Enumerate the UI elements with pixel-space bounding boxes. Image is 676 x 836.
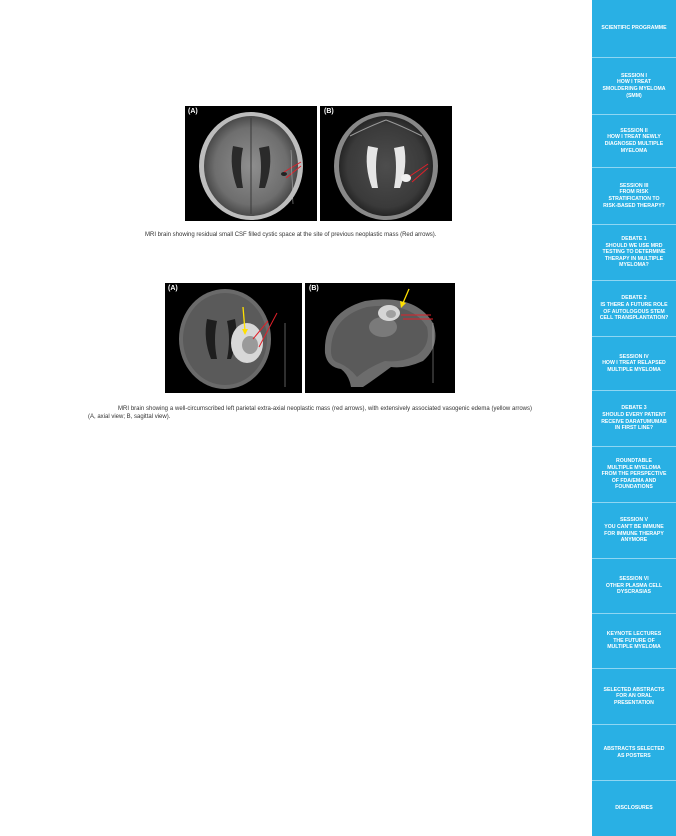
figure2-panel-b-label: (B): [309, 285, 319, 292]
nav-keynote-lectures[interactable]: [592, 614, 676, 668]
nav-label: SESSION VI OTHER PLASMA CELL DYSCRASIAS: [605, 576, 663, 596]
nav-label: ROUNDTABLE MULTIPLE MYELOMA FROM THE PERSPECTIVE OF FDA/EMA AND FOUNDATIONS: [601, 458, 667, 491]
figure1-panel-a: [185, 106, 317, 221]
figure1-panel-b-mri-image: [320, 106, 452, 221]
sidebar-navigation: [592, 0, 676, 836]
nav-session-2[interactable]: [592, 115, 676, 167]
nav-session-3[interactable]: [592, 168, 676, 224]
nav-label: DISCLOSURES: [615, 805, 653, 812]
nav-debate-3[interactable]: [592, 391, 676, 446]
nav-scientific-programme[interactable]: [592, 0, 676, 57]
figure2-panel-a: [165, 283, 302, 393]
figure2-panel-b-mri-image: [305, 283, 455, 393]
nav-roundtable[interactable]: [592, 447, 676, 502]
figure2-panel-a-mri-image: [165, 283, 302, 393]
nav-abstracts-posters[interactable]: [592, 725, 676, 780]
nav-label: DEBATE 1 SHOULD WE USE MRD TESTING TO DETERMINE THERAPY IN MULTIPLE MYELOMA?: [602, 236, 666, 269]
nav-label: SELECTED ABSTRACTS FOR AN ORAL PRESENTATION: [603, 686, 665, 706]
figure1-panel-a-mri-image: [185, 106, 317, 221]
nav-label: DEBATE 3 SHOULD EVERY PATIENT RECEIVE DARATUMUMAB IN FIRST LINE?: [601, 405, 667, 432]
nav-label: SESSION II HOW I TREAT NEWLY DIAGNOSED MULTIPLE MYELOMA: [604, 127, 664, 154]
nav-label: SESSION I HOW I TREAT SMOLDERING MYELOMA (SMM): [602, 72, 666, 99]
figure2-caption: MRI brain showing a well-circumscribed left parietal extra-axial neoplastic mass (red arrows), with extensively associated vasogenic edema (yellow arrows) (A, axial view; B, sagittal view).: [88, 406, 532, 420]
nav-debate-2[interactable]: [592, 281, 676, 336]
nav-label: KEYNOTE LECTURES THE FUTURE OF MULTIPLE MYELOMA: [606, 631, 662, 651]
nav-session-6[interactable]: [592, 559, 676, 613]
nav-label: SCIENTIFIC PROGRAMME: [601, 25, 667, 32]
nav-session-5[interactable]: [592, 503, 676, 558]
figure2-panel-a-label: (A): [168, 285, 178, 292]
figure1-caption: MRI brain showing residual small CSF filled cystic space at the site of previous neoplastic mass (Red arrows).: [145, 232, 437, 238]
nav-session-1[interactable]: [592, 58, 676, 114]
nav-label: ABSTRACTS SELECTED AS POSTERS: [603, 745, 665, 759]
nav-label: DEBATE 2 IS THERE A FUTURE ROLE OF AUTOLOGOUS STEM CELL TRANSPLANTATION?: [599, 295, 669, 322]
nav-selected-abstracts-oral[interactable]: [592, 669, 676, 724]
figure1-panel-b: [320, 106, 452, 221]
nav-debate-1[interactable]: [592, 225, 676, 280]
figure1-panel-a-label: (A): [188, 108, 198, 115]
figure1-panel-b-label: (B): [324, 108, 334, 115]
figure2-panel-b: [305, 283, 455, 393]
nav-label: SESSION V YOU CAN'T BE IMMUNE FOR IMMUNE THERAPY ANYMORE: [604, 517, 664, 544]
nav-label: SESSION III FROM RISK STRATIFICATION TO RISK-BASED THERAPY?: [603, 182, 665, 209]
nav-label: SESSION IV HOW I TREAT RELAPSED MULTIPLE MYELOMA: [602, 353, 666, 373]
nav-session-4[interactable]: [592, 337, 676, 390]
nav-disclosures[interactable]: [592, 781, 676, 836]
